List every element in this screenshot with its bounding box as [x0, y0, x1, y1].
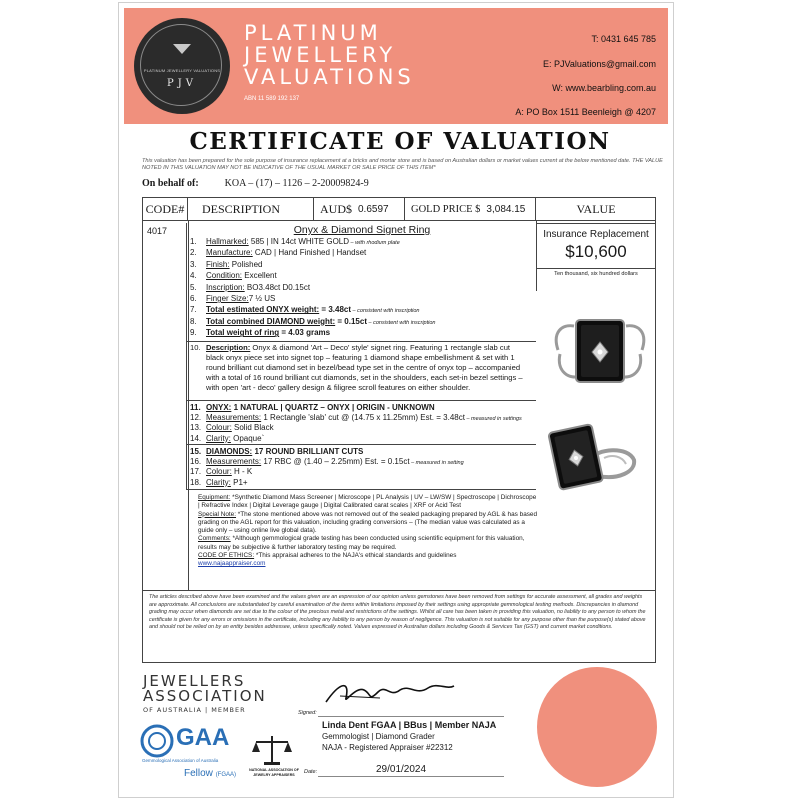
value-in-words: Ten thousand, six hundred dollars [554, 271, 638, 277]
onyx-row [190, 434, 264, 444]
logo-text: PJV [167, 78, 197, 89]
row-number: 4. [190, 271, 197, 281]
gaa-subtitle: Gemmological Association of Australia [142, 758, 219, 763]
fellow-label: Fellow [184, 768, 213, 779]
item-title: Onyx & Diamond Signet Ring [293, 224, 431, 236]
row-label: Hallmarked: [206, 237, 249, 246]
row-value: = 0.15ct [335, 316, 367, 326]
ja-line-2: ASSOCIATION [143, 687, 267, 705]
row-number: 15. [190, 447, 202, 456]
row-number: 2. [190, 248, 197, 258]
row-label: Total weight of ring [206, 328, 280, 338]
row-number: 1. [190, 237, 197, 246]
row-label: Finish: [206, 259, 230, 269]
row-value: CAD | Hand Finished | Handset [252, 248, 367, 258]
desc-number: 10. [190, 343, 201, 352]
logo-ring-text: PLATINUM JEWELLERY VALUATIONS [143, 68, 221, 73]
row-divider [186, 400, 536, 401]
testing-notes [198, 494, 538, 569]
row-value: 17 RBC @ (1.40 – 2.25mm) Est. = 0.15ct [261, 457, 410, 467]
diamond-row [190, 447, 363, 457]
comments-note [198, 535, 538, 552]
diamond-row [190, 467, 252, 477]
equipment-label: Equipment: [198, 494, 231, 501]
row-label: Finger Size: [206, 294, 249, 303]
row-divider [186, 444, 536, 445]
gold-label: GOLD PRICE $ [411, 203, 481, 215]
row-number: 16. [190, 457, 202, 467]
spec-row [190, 294, 275, 304]
logo-ring [140, 24, 222, 106]
row-number: 12. [190, 413, 202, 423]
row-label: Total combined DIAMOND weight: [206, 316, 336, 326]
spec-row [190, 271, 277, 281]
on-behalf-of [142, 178, 369, 189]
code-divider [188, 221, 189, 591]
comments-label: Comments: [198, 535, 231, 543]
signature-line [318, 716, 504, 717]
naja-link[interactable]: www.najaappraiser.com [198, 560, 266, 568]
row-note: – consistent with inscription [351, 308, 420, 315]
desc-label: Description: [206, 343, 251, 352]
ethics-note [198, 552, 538, 560]
col-aud [314, 198, 405, 221]
row-label: Manufacture: [206, 248, 253, 258]
diamond-row [190, 478, 248, 488]
aud-label: AUD$ [320, 201, 352, 216]
row-label: Inscription: [206, 282, 245, 292]
row-value: Solid Black [231, 423, 274, 433]
row-note: – measured in settings [464, 416, 522, 423]
spec-row [190, 283, 310, 293]
brand-line-3: VALUATIONS [244, 65, 415, 89]
seal-stamp [537, 667, 657, 787]
row-label: Colour: [206, 467, 232, 477]
brand-line-1: PLATINUM [244, 21, 382, 45]
row-note: – measured in setting [409, 460, 464, 467]
special-label: Special Note: [198, 510, 237, 518]
behalf-value: KOA – (17) – 1126 – 2-20009824-9 [224, 178, 369, 189]
value-label: Insurance Replacement [543, 229, 649, 240]
email: E: PJValuations@gmail.com [542, 59, 656, 69]
item-description [190, 343, 526, 393]
date-label: Date: [304, 769, 318, 775]
equipment-note [198, 494, 538, 511]
spec-row [190, 305, 420, 316]
row-number: 11. [190, 403, 201, 412]
row-value: = 3.48ct [319, 305, 352, 315]
gaa-emblem-icon [140, 724, 174, 758]
gaa-text: GAA [176, 724, 230, 751]
value-box [536, 223, 656, 269]
ja-line-3: OF AUSTRALIA | MEMBER [143, 706, 246, 714]
equipment-text: *Synthetic Diamond Mass Screener | Microscope | PL Analysis | UV – LW/SW | Spectroscope | Dichroscope | Refractive Index | Digital Leverage gauge | Digital Calibrated carat scales | XRF or Acid Test [198, 494, 537, 510]
row-divider [186, 341, 536, 342]
col-code: CODE# [143, 198, 188, 221]
row-note: – with rhodium plate [349, 240, 400, 246]
gold-value: 3,084.15 [486, 203, 526, 215]
row-number: 14. [190, 433, 202, 443]
col-gold-price [405, 198, 536, 221]
row-label: Total estimated ONYX weight: [206, 305, 320, 315]
jewellers-association-logo [143, 674, 267, 714]
row-number: 7. [190, 305, 197, 315]
value-amount: $10,600 [565, 242, 627, 261]
spec-row [190, 248, 366, 258]
fellow-sub: (FGAA) [215, 772, 237, 778]
row-value: 585 | IN 14ct WHITE GOLD [248, 237, 350, 246]
certificate-title: CERTIFICATE OF VALUATION [189, 128, 611, 155]
website: W: www.bearbling.com.au [552, 83, 656, 93]
special-text: *The stone mentioned above was not removed out of the sealed packaging prepared by AGL & has based grading on the AGL report for this valuation, including grading conversions – (The median value was calculated as a guide only – using online live global data). [198, 510, 538, 535]
row-number: 8. [190, 316, 197, 326]
onyx-row [190, 403, 435, 413]
row-number: 13. [190, 423, 202, 433]
phone: T: 0431 645 785 [591, 34, 656, 44]
pjv-logo [134, 18, 230, 114]
spec-row [190, 260, 262, 270]
col-description: DESCRIPTION [188, 198, 314, 221]
onyx-row [190, 423, 274, 433]
row-value: P1+ [230, 477, 248, 487]
ja-line-1: JEWELLERS [143, 672, 246, 690]
signature [320, 676, 460, 710]
row-value: Opaque` [230, 433, 265, 443]
number-divider [186, 223, 187, 489]
comments-text: *Although gemmological grade testing has been conducted using scientific equipment for this valuation, results may be subjective & further laboratory testing may be required. [198, 535, 525, 551]
special-note [198, 511, 538, 536]
row-value: BO3.48ct D0.15ct [244, 282, 311, 292]
naja-text: NATIONAL ASSOCIATION OF JEWELRY APPRAISERS [249, 768, 299, 777]
row-divider [186, 489, 536, 490]
ethics-label: CODE OF ETHICS: [198, 552, 255, 560]
signer-role: Gemmologist | Diamond Grader [322, 732, 435, 741]
spec-row [190, 237, 400, 248]
row-label: Measurements: [206, 457, 262, 467]
row-label: Measurements: [206, 413, 262, 423]
item-code: 4017 [147, 226, 168, 236]
row-note: – consistent with inscription [367, 319, 436, 326]
row-number: 5. [190, 282, 197, 292]
row-label: ONYX: [206, 403, 232, 412]
row-label: Clarity: [206, 433, 231, 443]
ring-photo-top [550, 302, 650, 398]
aud-value: 0.6597 [358, 203, 389, 215]
row-label: Clarity: [206, 477, 231, 487]
brand-name [244, 22, 415, 88]
scales-icon [252, 732, 292, 768]
desc-text: Onyx & diamond 'Art – Deco' style' signet ring. Featuring 1 rectangle slab cut black onyx piece set into signet top – featuring 1 diamond shape embellishment & set with 1 round brilliant cut diamond set in bezel/bead type set in the centre of onyx top – accompanied with a total of 16 round brilliant cut diamonds, set in the shoulders, each set-in bezel settings – with open 'art - deco' gallery design & filigree scroll features on either shoulder. [206, 343, 523, 392]
row-value: H - K [231, 467, 253, 477]
valuation-disclaimer: This valuation has been prepared for the sole purpose of insurance replacement at a bricks and mortar store and is based on Australian dollars or market values current at the below mentioned date. THE VALUE NOTED IN THIS VALUATION MAY NOT BE INDICATIVE OF THE USUAL MARKET OR SALE PRICE OF THIS ITEM* [142, 158, 663, 171]
row-value: Excellent [242, 271, 277, 281]
row-number: 6. [190, 294, 197, 303]
row-label: Condition: [206, 271, 243, 281]
ring-photo-side [548, 420, 638, 494]
behalf-label: On behalf of: [142, 178, 199, 189]
date-value: 29/01/2024 [376, 764, 427, 775]
row-value: 1 Rectangle 'slab' cut @ (14.75 x 11.25mm) Est. = 3.48ct [261, 413, 465, 423]
diamond-icon [173, 44, 191, 54]
legal-disclaimer: The articles described above have been examined and the values given are an expression of our opinion unless gemstones have been removed from settings for accurate assessment, all grades and weights are approximate. All conclusions are substantiated by careful examination of the items within limitations imposed by their settings using appropriate gemmological testing methods. Discrepancies in diamond grading may occur when diamonds are set due to the colour of the precious metal and restrictions of the settings. Whilst all care has been taken in providing this valuation, no liability to any person to whom the certificate is given for any errors or omissions in the certificate, including any liability to any person by reason of negligence. This valuation is not suitable for any purpose other than the purpose(s) stated above and should not be relied on by an entity besides addressee, unless specifically noted. Values expressed in Australian dollars including Goods & Services Tax (GST) and current market conditions. [142, 591, 656, 663]
signer-registration: NAJA - Registered Appraiser #22312 [322, 743, 453, 752]
row-label: Colour: [206, 423, 232, 433]
row-value: = 4.03 grams [279, 328, 331, 338]
brand-line-2: JEWELLERY [244, 43, 397, 67]
signed-label: Signed: [298, 710, 317, 716]
signer-name: Linda Dent FGAA | BBus | Member NAJA [322, 720, 497, 730]
col-value: VALUE [536, 198, 656, 221]
row-number: 3. [190, 259, 197, 269]
row-number: 18. [190, 477, 202, 487]
date-line [318, 776, 504, 777]
gaa-fellow [184, 768, 236, 779]
ethics-text: *This appraisal adheres to the NAJA's ethical standards and guidelines [254, 552, 457, 560]
row-number: 17. [190, 467, 202, 477]
spec-row [190, 328, 330, 338]
row-value: 17 ROUND BRILLIANT CUTS [252, 447, 364, 456]
row-label: DIAMONDS: [206, 447, 253, 456]
row-value: 1 NATURAL | QUARTZ – ONYX | ORIGIN - UNKNOWN [231, 403, 435, 412]
row-number: 9. [190, 328, 197, 338]
spec-row [190, 317, 435, 328]
row-value: Polished [229, 259, 263, 269]
row-value: 7 ½ US [248, 294, 276, 303]
address: A: PO Box 1511 Beenleigh @ 4207 [515, 107, 656, 117]
abn-number: ABN 11 589 192 137 [244, 96, 300, 102]
letterhead [124, 8, 668, 124]
